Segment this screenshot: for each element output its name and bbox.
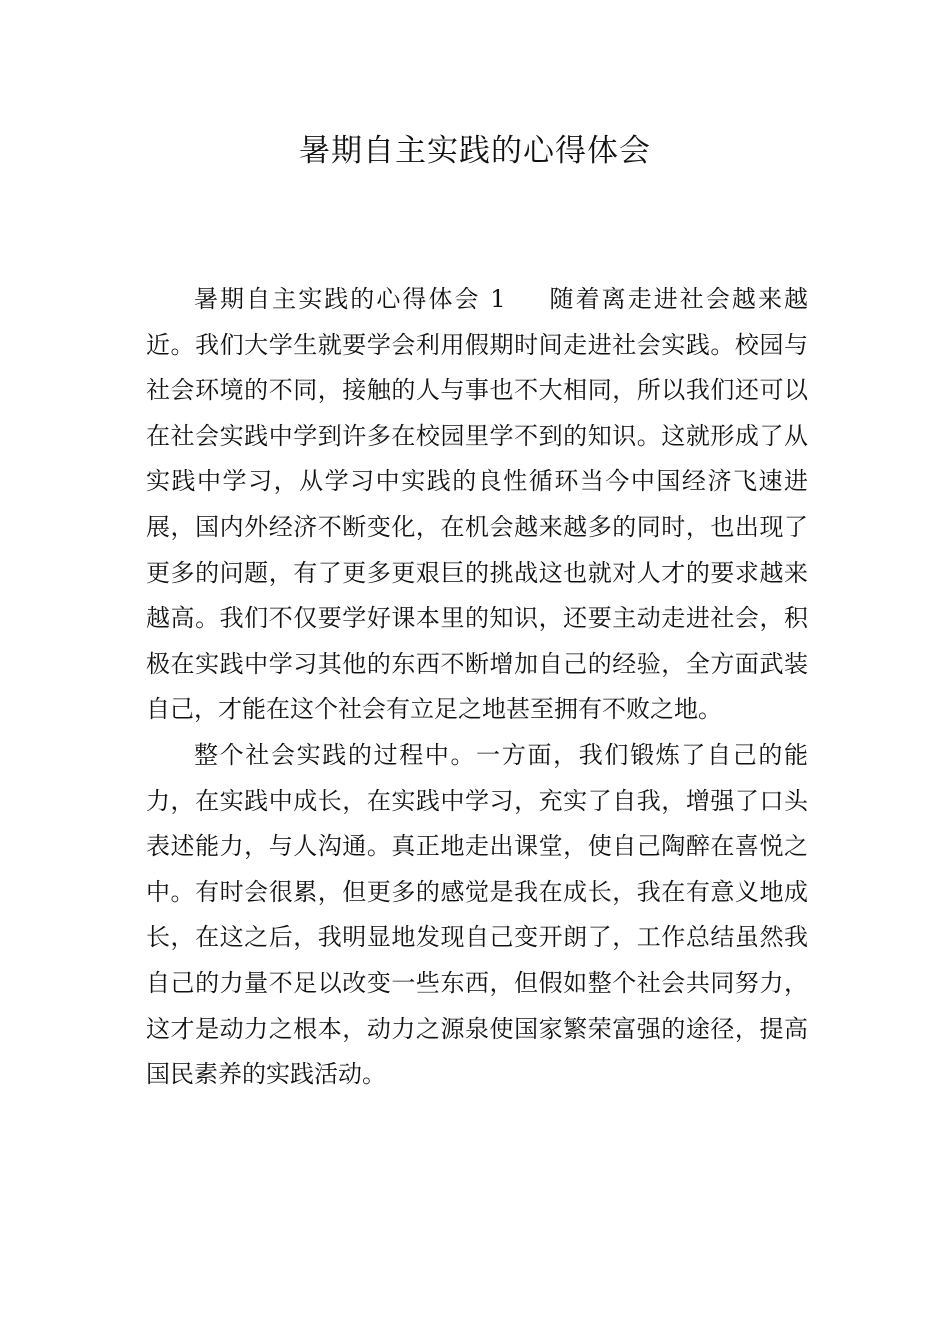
paragraph-text: 整个社会实践的过程中。一方面，我们锻炼了自己的能力，在实践中成长，在实践中学习，充实了自我，增强了口头表述能力，与人沟通。真正地走出课堂，使自己陶醉在喜悦之中。有时会很累，但更多的感觉是我在成长，我在有意义地成长，在这之后，我明显地发现自己变开朗了，工作总结虽然我自己的力量不足以改变一些东西，但假如整个社会共同努力，这才是动力之根本，动力之源泉使国家繁荣富强的途径，提高国民素养的实践活动。 (146, 740, 808, 1089)
paragraph-heading: 暑期自主实践的心得体会 1 (194, 285, 506, 313)
document-body (146, 277, 808, 1098)
document-title: 暑期自主实践的心得体会 (299, 133, 651, 169)
paragraph-2 (146, 733, 808, 1098)
paragraph-text: 随着离走进社会越来越近。我们大学生就要学会利用假期时间走进社会实践。校园与社会环境的不同，接触的人与事也不大相同，所以我们还可以在社会实践中学到许多在校园里学不到的知识。这就形成了从实践中学习，从学习中实践的良性循环当今中国经济飞速进展，国内外经济不断变化，在机会越来越多的同时，也出现了更多的问题，有了更多更艰巨的挑战这也就对人才的要求越来越高。我们不仅要学好课本里的知识，还要主动走进社会，积极在实践中学习其他的东西不断增加自己的经验，全方面武装自己，才能在这个社会有立足之地甚至拥有不败之地。 (146, 285, 808, 724)
paragraph-1 (146, 277, 808, 733)
